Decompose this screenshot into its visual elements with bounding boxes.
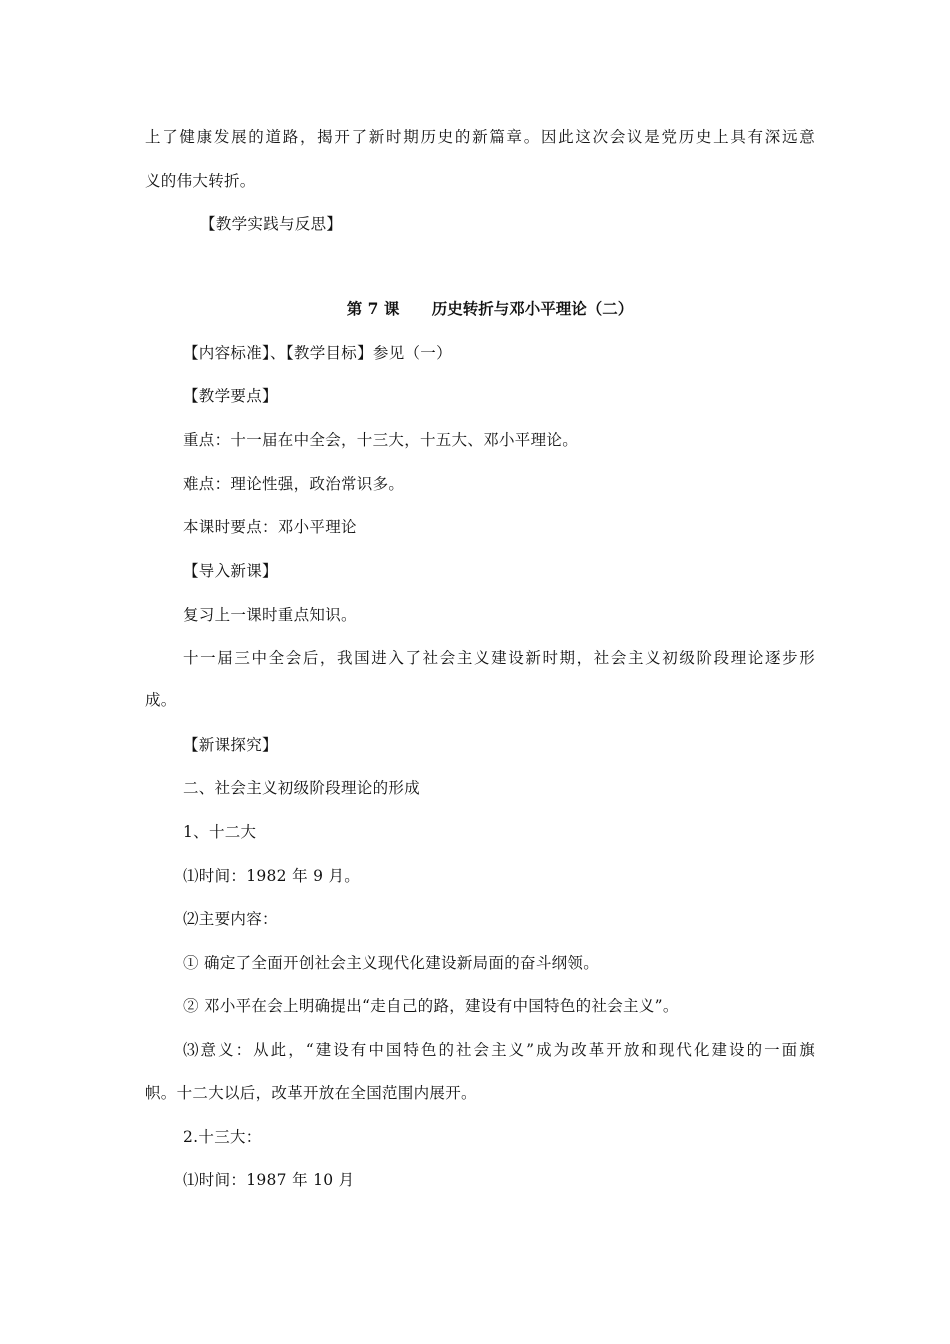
list-item: ② 邓小平在会上明确提出“走自己的路，建设有中国特色的社会主义”。 bbox=[183, 997, 679, 1015]
paragraph-line: 帜。十二大以后，改革开放在全国范围内展开。 bbox=[145, 1084, 477, 1102]
subsection-heading: 二、社会主义初级阶段理论的形成 bbox=[183, 779, 421, 797]
paragraph-line: 上了健康发展的道路，揭开了新时期历史的新篇章。因此这次会议是党历史上具有深远意 bbox=[145, 128, 815, 146]
section-heading-intro: 【导入新课】 bbox=[183, 562, 278, 580]
list-item: ⑴时间：1987 年 10 月 bbox=[183, 1171, 355, 1189]
lesson-title: 第 7 课 历史转折与邓小平理论（二） bbox=[346, 299, 634, 318]
paragraph-line: 成。 bbox=[145, 691, 177, 709]
list-item: ⑵主要内容： bbox=[183, 910, 278, 928]
review-line: 复习上一课时重点知识。 bbox=[183, 606, 357, 624]
content-standard-line: 【内容标准】、【教学目标】参见（一） bbox=[183, 344, 452, 362]
list-item: 1、十二大 bbox=[183, 823, 257, 841]
lesson-point-line: 本课时要点：邓小平理论 bbox=[183, 518, 357, 536]
paragraph-line: 十一届三中全会后，我国进入了社会主义建设新时期，社会主义初级阶段理论逐步形 bbox=[183, 649, 815, 667]
section-heading-key-points: 【教学要点】 bbox=[183, 387, 278, 405]
key-point-line: 重点：十一届在中全会，十三大，十五大、邓小平理论。 bbox=[183, 431, 579, 449]
paragraph-line: ⑶意义：从此，“建设有中国特色的社会主义”成为改革开放和现代化建设的一面旗 bbox=[183, 1041, 815, 1059]
list-item: ① 确定了全面开创社会主义现代化建设新局面的奋斗纲领。 bbox=[183, 954, 600, 972]
list-item: ⑴时间：1982 年 9 月。 bbox=[183, 867, 361, 885]
section-heading-reflection: 【教学实践与反思】 bbox=[200, 215, 343, 233]
list-item: 2.十三大： bbox=[183, 1128, 262, 1146]
paragraph-line: 义的伟大转折。 bbox=[145, 172, 256, 190]
difficulty-line: 难点：理论性强，政治常识多。 bbox=[183, 475, 405, 493]
section-heading-new-lesson: 【新课探究】 bbox=[183, 736, 278, 754]
